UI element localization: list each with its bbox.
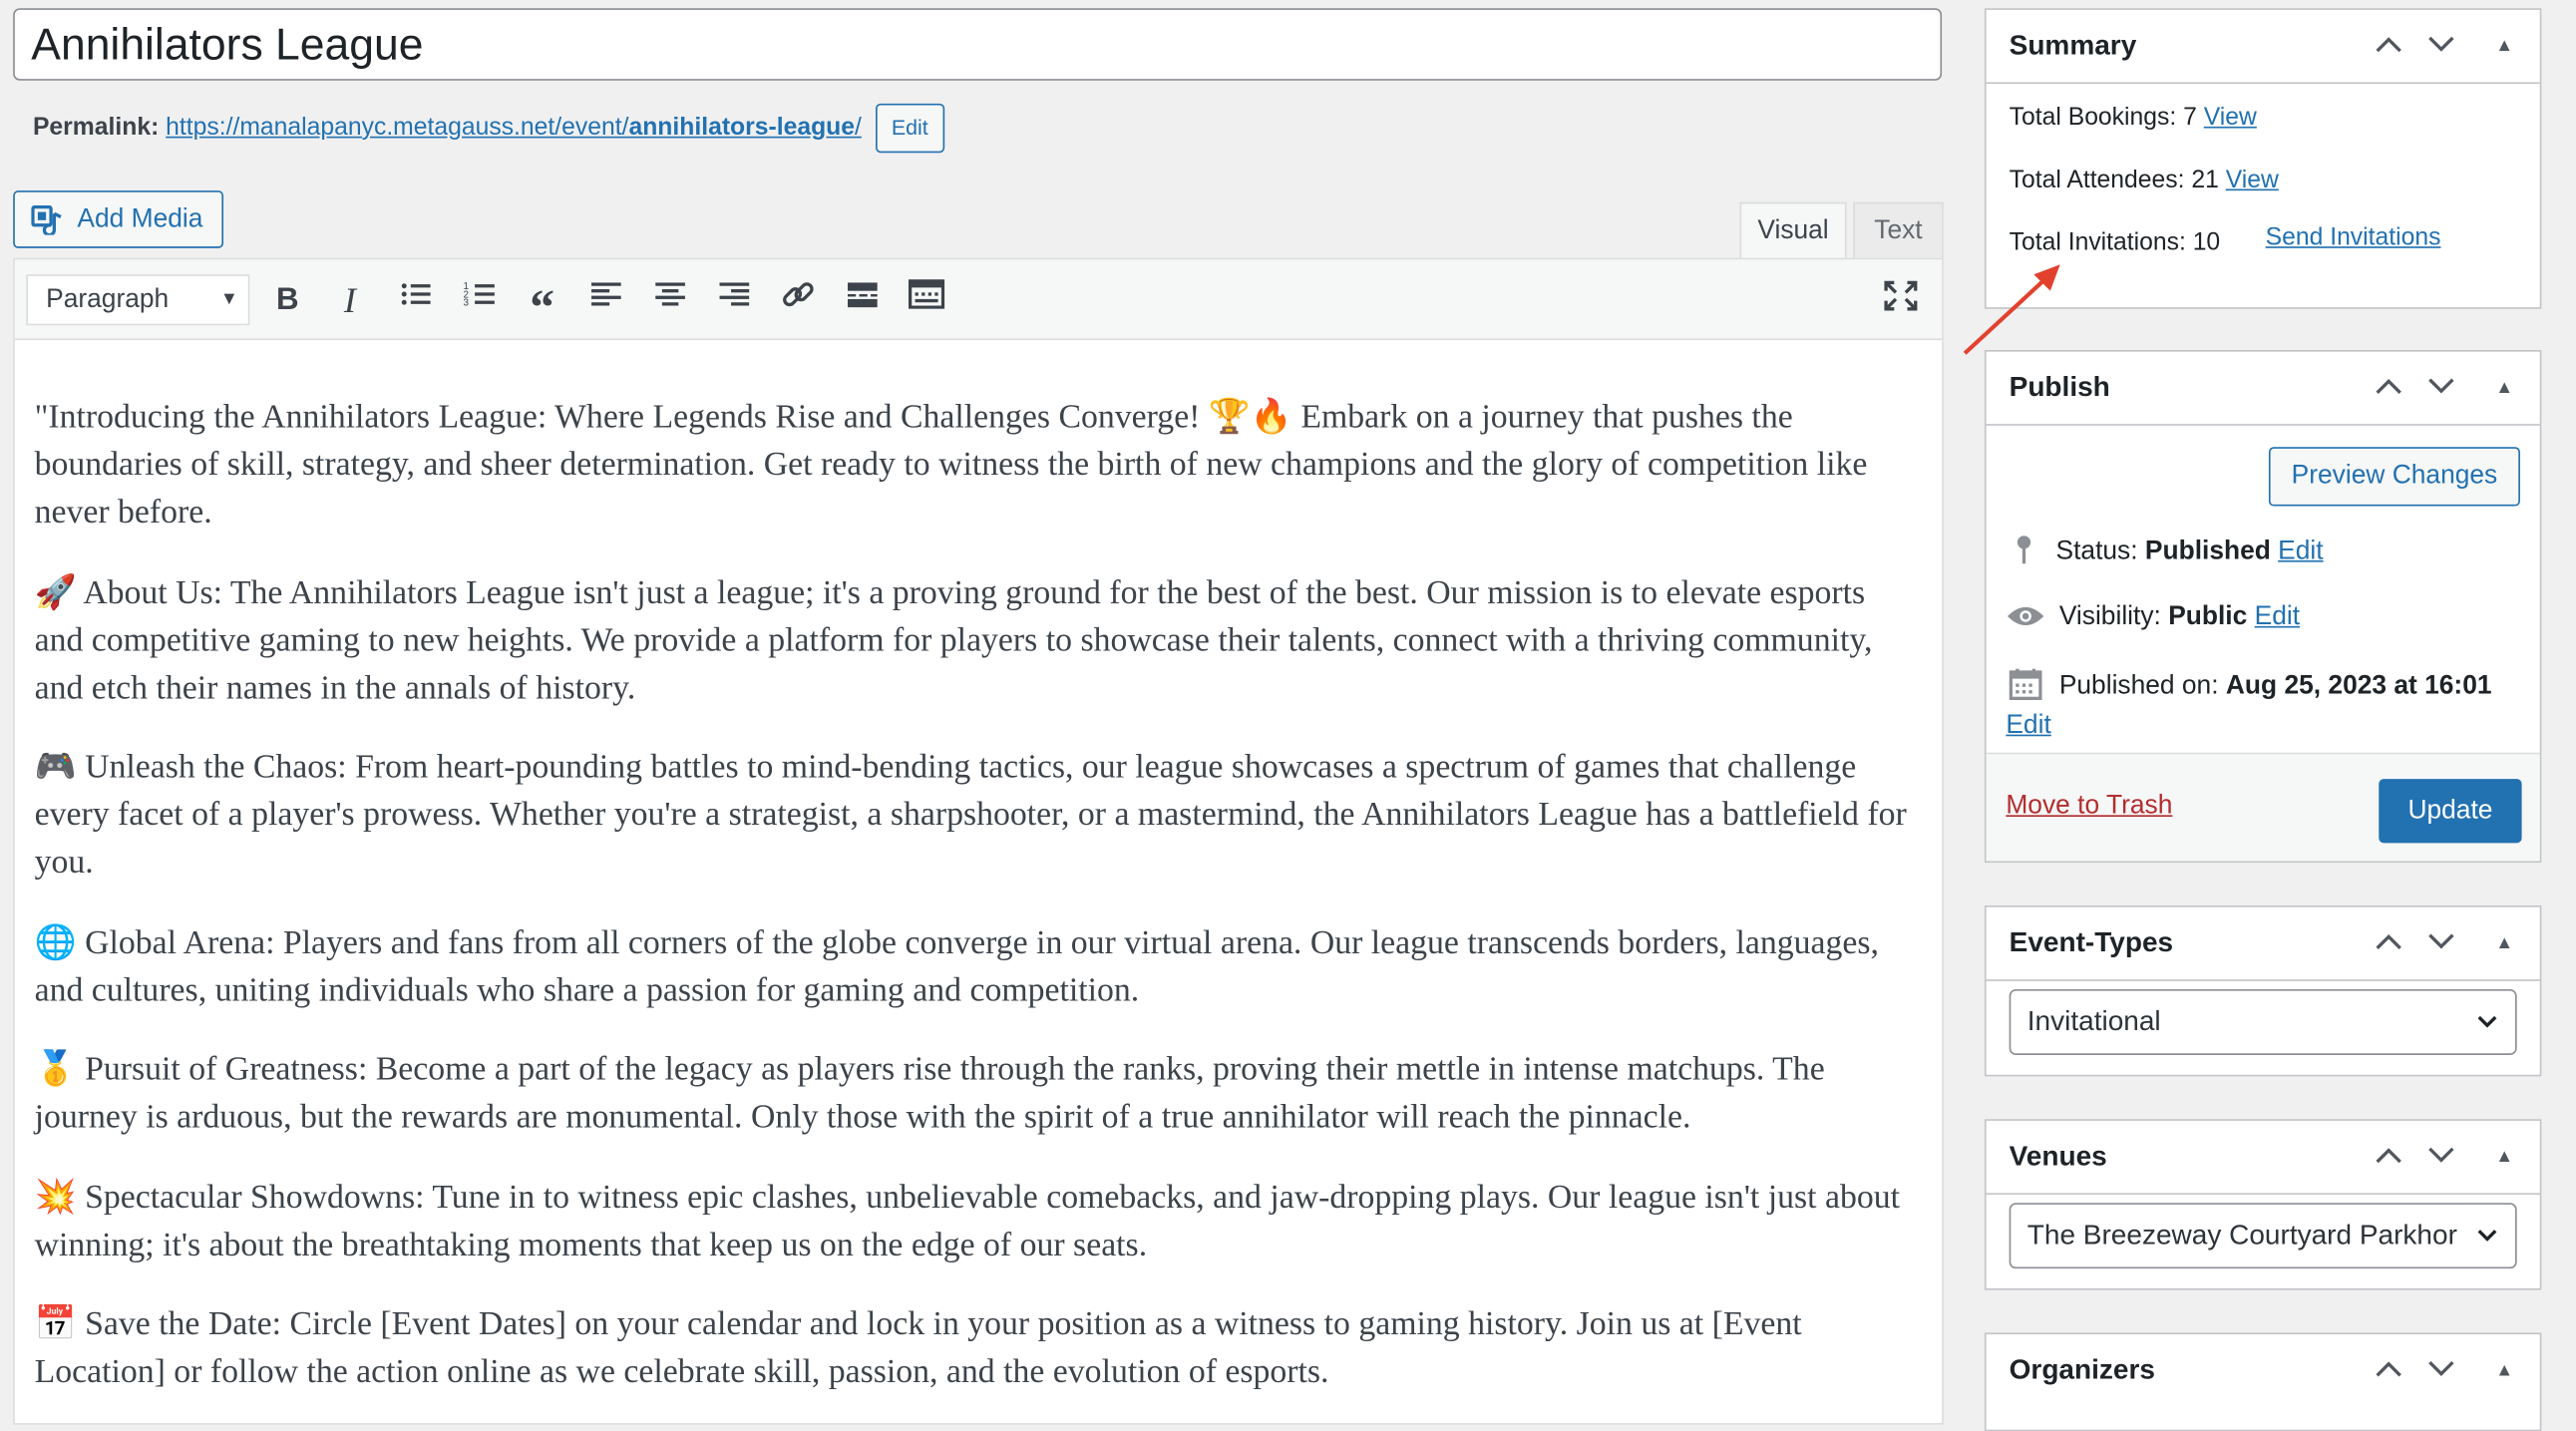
align-center-icon[interactable] — [649, 279, 692, 322]
numbered-list-icon[interactable] — [459, 279, 502, 322]
svg-text:1: 1 — [463, 281, 470, 293]
preview-changes-button[interactable]: Preview Changes — [2269, 447, 2520, 506]
publish-box — [1985, 350, 2541, 863]
permalink-link[interactable]: https://manalapanyc.metagauss.net/event/annihilators-league/ — [166, 113, 862, 142]
content-editor[interactable] — [13, 258, 1944, 1425]
event-types-box — [1985, 905, 2541, 1076]
move-up-icon[interactable] — [2374, 1121, 2403, 1194]
bookings-view-link[interactable]: View — [2203, 103, 2257, 132]
align-right-icon[interactable] — [713, 279, 756, 322]
published-on-row: Published on: Aug 25, 2023 at 16:01 Edit — [2010, 667, 2535, 746]
venues-title: Venues — [1987, 1121, 2540, 1195]
content-paragraph: 💥 Spectacular Showdowns: Tune in to witness epic clashes, unbelievable comebacks, and jaw-dropping plays. Our league isn't just about winning; it's about the breathtaking moments that keep us on the edge of our seats. — [34, 1179, 1900, 1263]
content-paragraph: 🎮 Unleash the Chaos: From heart-pounding battles to mind-bending tactics, our league showcases a spectrum of games that challenge every facet of a player's prowess. Whether you're a strategist, a sharpshooter, or a mastermind, the Annihilators League has a battlefield for you. — [34, 749, 1907, 882]
move-up-icon[interactable] — [2374, 1334, 2403, 1407]
move-up-icon[interactable] — [2374, 10, 2403, 83]
content-paragraph: 🚀 About Us: The Annihilators League isn't just a league; it's a proving ground for the best of the best. Our mission is to elevate esports and competitive gaming to new heights. We provide a platform for players to showcase their talents, connect with a thriving community, and etch their names in the annals of history. — [34, 573, 1873, 706]
move-up-icon[interactable] — [2374, 352, 2403, 425]
publish-title: Publish — [1987, 352, 2540, 426]
tab-text[interactable]: Text — [1853, 202, 1944, 260]
svg-text:2: 2 — [463, 289, 470, 301]
link-icon[interactable] — [777, 279, 820, 322]
invitations-row: Total Invitations: 10 Send Invitations — [2009, 223, 2441, 257]
format-select[interactable]: Paragraph ▼ — [26, 274, 249, 325]
pin-icon — [2010, 537, 2039, 565]
blockquote-icon[interactable]: “ — [530, 280, 554, 336]
status-row: Status: Published Edit — [2010, 533, 2535, 570]
permalink-edit-button[interactable]: Edit — [875, 104, 944, 153]
attendees-view-link[interactable]: View — [2225, 166, 2279, 194]
move-down-icon[interactable] — [2426, 352, 2456, 425]
toggle-panel-icon[interactable]: ▲ — [2495, 1147, 2514, 1168]
toolbar-toggle-icon[interactable] — [906, 279, 948, 322]
content-paragraph: 🥇 Pursuit of Greatness: Become a part of the legacy as players rise through the ranks, proving their mettle in intense matchups. The journey is arduous, but the rewards are monumental. Only those with the spirit of a true annihilator will reach the pinnacle. — [34, 1051, 1825, 1136]
move-down-icon[interactable] — [2426, 907, 2456, 980]
read-more-icon[interactable] — [841, 279, 884, 322]
event-types-title: Event-Types — [1987, 907, 2540, 981]
visibility-edit-link[interactable]: Edit — [2254, 602, 2301, 631]
calendar-icon — [2010, 672, 2042, 700]
update-button[interactable]: Update — [2379, 779, 2521, 843]
bold-icon[interactable]: B — [275, 282, 299, 318]
chevron-down-icon — [2469, 1205, 2499, 1267]
move-down-icon[interactable] — [2426, 10, 2456, 83]
permalink-row — [33, 104, 944, 153]
attendees-row: Total Attendees: 21 View — [2009, 166, 2279, 194]
svg-text:3: 3 — [463, 297, 470, 309]
organizers-box — [1985, 1332, 2541, 1431]
move-up-icon[interactable] — [2374, 907, 2403, 980]
caret-down-icon: ▼ — [219, 289, 238, 309]
editor-content[interactable] — [35, 394, 1916, 1428]
add-media-label: Add Media — [77, 204, 203, 233]
bulleted-list-icon[interactable] — [394, 279, 437, 322]
permalink-label: Permalink: — [32, 113, 160, 142]
toggle-panel-icon[interactable]: ▲ — [2495, 378, 2514, 398]
event-type-select[interactable]: Invitational — [2010, 989, 2517, 1055]
bookings-row: Total Bookings: 7 View — [2009, 103, 2257, 132]
move-to-trash-link[interactable]: Move to Trash — [2006, 792, 2173, 821]
visibility-row: Visibility: Public Edit — [2006, 599, 2531, 635]
venues-box — [1985, 1119, 2541, 1289]
italic-icon[interactable]: I — [343, 279, 356, 321]
toggle-panel-icon[interactable]: ▲ — [2495, 36, 2514, 57]
content-paragraph: 📅 Save the Date: Circle [Event Dates] on your calendar and lock in your position as a witness to gaming history. Join us at [Event Location] or follow the action online as we celebrate skill, passion, and the evolution of esports. — [34, 1306, 1802, 1391]
post-title-input[interactable]: Annihilators League — [13, 8, 1942, 81]
tab-visual[interactable]: Visual — [1739, 202, 1846, 260]
content-paragraph: "Introducing the Annihilators League: Where Legends Rise and Challenges Converge! 🏆🔥 Embark on a journey that pushes the boundaries of skill, strategy, and sheer determination. Get ready to witness the birth of new champions and the glory of competition like never before. — [34, 399, 1868, 532]
fullscreen-icon[interactable] — [1880, 279, 1923, 322]
annotation-arrow — [1955, 254, 2069, 361]
status-edit-link[interactable]: Edit — [2278, 537, 2324, 565]
align-left-icon[interactable] — [584, 279, 627, 322]
chevron-down-icon — [2475, 991, 2498, 1054]
add-media-button[interactable] — [13, 190, 223, 248]
move-down-icon[interactable] — [2426, 1121, 2456, 1194]
toggle-panel-icon[interactable]: ▲ — [2495, 933, 2514, 953]
summary-title: Summary — [1987, 10, 2540, 84]
toggle-panel-icon[interactable]: ▲ — [2495, 1360, 2514, 1381]
published-on-edit-link[interactable]: Edit — [2006, 711, 2051, 740]
move-down-icon[interactable] — [2426, 1334, 2456, 1407]
send-invitations-link[interactable]: Send Invitations — [2265, 223, 2441, 252]
editor-toolbar — [15, 259, 1942, 340]
eye-icon — [2006, 603, 2045, 631]
venue-select[interactable]: The Breezeway Courtyard Parkhor — [2010, 1203, 2517, 1268]
content-paragraph: 🌐 Global Arena: Players and fans from all corners of the globe converge in our virtual arena. Our league transcends borders, languages, and cultures, uniting individuals who share a passion for gaming and competition. — [34, 923, 1879, 1008]
add-media-icon — [31, 204, 64, 234]
organizers-title: Organizers — [2009, 1353, 2155, 1386]
